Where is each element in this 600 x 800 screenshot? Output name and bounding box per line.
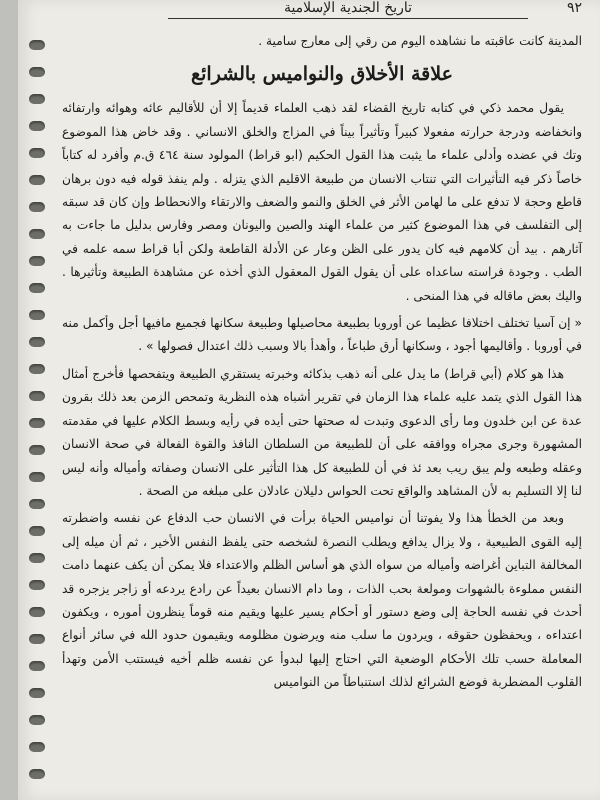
binding-hole — [29, 661, 45, 671]
binding-hole — [29, 175, 45, 185]
binding-hole — [29, 94, 45, 104]
paragraph-3: هذا هو كلام (أبي قراط) ما يدل على أنه ذهب بذكائه وخبرته يستقري الطبيعة ويتفحصها فأخرج أمثال هذا القول الذي يتمد عليه علماء هذا الزمان في تقرير أشباه هذه النظرية وتمحص الزمن بعد ذلك بقرون عدة عن ابن خلدون وما رأى الدعوى وتبدت له صحتها حتى أيده في رأيه وبسط الكلام عليها في مقدمته المشهورة وجرى مجراه ووافقه على أن للطبيعة من السلطان النافذ والقوة الفعالة في صحة الانسان وعقله وطبعه ولم يبق ريب بعد ئذ في أن للطبيعة كل هذا التأثير على الانسان وصفاته وأمياله وأنه ليس لنا إلا التسليم به لأن المشاهد والواقع تحت الحواس دليلان عادلان على مبلغه من الصحة . — [62, 366, 582, 498]
binding-hole — [29, 472, 45, 482]
binding-hole — [29, 526, 45, 536]
binding-hole — [29, 229, 45, 239]
binding-hole — [29, 391, 45, 401]
quotation-paragraph: « إن آسيا تختلف اختلافا عظيما عن أوروبا بطبيعة محاصيلها وطبيعة سكانها فجميع مافيها أجل وأكمل منه في أوروبا . وأقاليمها أجود ، وسكانها أرق طباعاً ، وأهدأ بالا وسبب ذلك اعتدال فصولها » . — [62, 316, 582, 354]
binding-hole — [29, 418, 45, 428]
binding-hole — [29, 634, 45, 644]
spiral-binding — [18, 0, 52, 800]
binding-hole — [29, 499, 45, 509]
binding-hole — [29, 337, 45, 347]
binding-hole — [29, 445, 45, 455]
binding-hole — [29, 580, 45, 590]
binding-hole — [29, 202, 45, 212]
page-number: ٩٢ — [566, 0, 582, 16]
paragraph-1: يقول محمد ذكي في كتابه تاريخ القضاء لقد ذهب العلماء قديماً إلا أن للأقاليم عائه وهوائه وارتفائه وانخفاضه ودرجة حرارته مفعولا كبيراً وتأثيراً بيناً في المزاج والخلق الانساني . وقد خاض هذا الموضوع وتك في عضده وأدلى علماء ما يثبت هذا القول الحكيم (ابو قراط) المولود سنة ٤٦٤ ق.م وأفرد له كتاباً خاصاً ذكر فيه التأثيرات التي تنتاب الانسان من طبيعة الاقليم الذي يتزله . ولم ينفذ قوله فيه دون برهان قاطع وحجة لا تدفع على ما لهامن الأثر في الخلق والنمو والضعف والارتقاء والانحطاط وإن كان قد سبقه إلى التفلسف في هذا الموضوع كثير من علماء الهند والصين واليونان ومصر وفارس بدليل ما جاءت به آثارهم . بيد أن كلامهم فيه كان يدور على الظن وعار عن الأدلة القاطعة ولكن أبا قراط سمه علمه في الطب . وجودة فراسته ساعداه على أن يقول القول المعقول الذي أخذه عن مشاهدة الطبيعة وتأثيرها . واليك بعض ماقاله في هذا المنحى . — [62, 101, 583, 303]
page-body — [62, 30, 582, 699]
binding-hole — [29, 553, 45, 563]
running-header: تاريخ الجندية الإسلامية — [168, 0, 528, 19]
binding-hole — [29, 121, 45, 131]
binding-hole — [29, 769, 45, 779]
binding-hole — [29, 364, 45, 374]
binding-hole — [29, 67, 45, 77]
binding-hole — [29, 742, 45, 752]
binding-hole — [29, 688, 45, 698]
lead-line: المدينة كانت عاقبته ما نشاهده اليوم من رقي إلى معارج سامية . — [258, 34, 582, 48]
binding-hole — [29, 283, 45, 293]
paragraph-4: وبعد من الخطأ هذا ولا يفوتنا أن نواميس الحياة برأت في الانسان حب الدفاع عن نفسه واضطرته إليه القوى الطبيعية ، ولا يزال يدافع ويطلب النصرة لشخصه حتى يلفظ النفس الأخير ، ثم أن ميله إلى المخالفة التباين أغراضه وأمياله من سواه الذي هو أساس الظلم والاعتداء فلا يمكن أن يكف عنهما دامت النفس مملوءة بالشهوات ومولعة بحب الذات ، وما دام الانسان بعيداً عن رادع يردعه أو زاجر يزجره قد أحدث في نفسه الحاجة إلى وضع دستور أو أحكام يسير عليها ويقيم منه قوماً ينظرون أموره ، ويكفون اعتداءه ، ويحفظون حقوقه ، ويردون ما سلب منه ويرضون مظلومه ويقيمون حدود الله في سائر أنواع المعاملة حسب تلك الأحكام الوضعية التي احتاج إليها لبدوأ عن نفسه ظلم أخيه فيستتب الأمن وتهدأ القلوب المضطربة فوضع الشرائع لذلك استنباطاً من النواميس — [62, 511, 582, 690]
document-page — [18, 0, 600, 800]
section-title: علاقة الأخلاق والنواميس بالشرائع — [191, 63, 453, 86]
binding-hole — [29, 148, 45, 158]
binding-hole — [29, 256, 45, 266]
binding-hole — [29, 40, 45, 50]
binding-hole — [29, 715, 45, 725]
binding-hole — [29, 310, 45, 320]
binding-hole — [29, 607, 45, 617]
